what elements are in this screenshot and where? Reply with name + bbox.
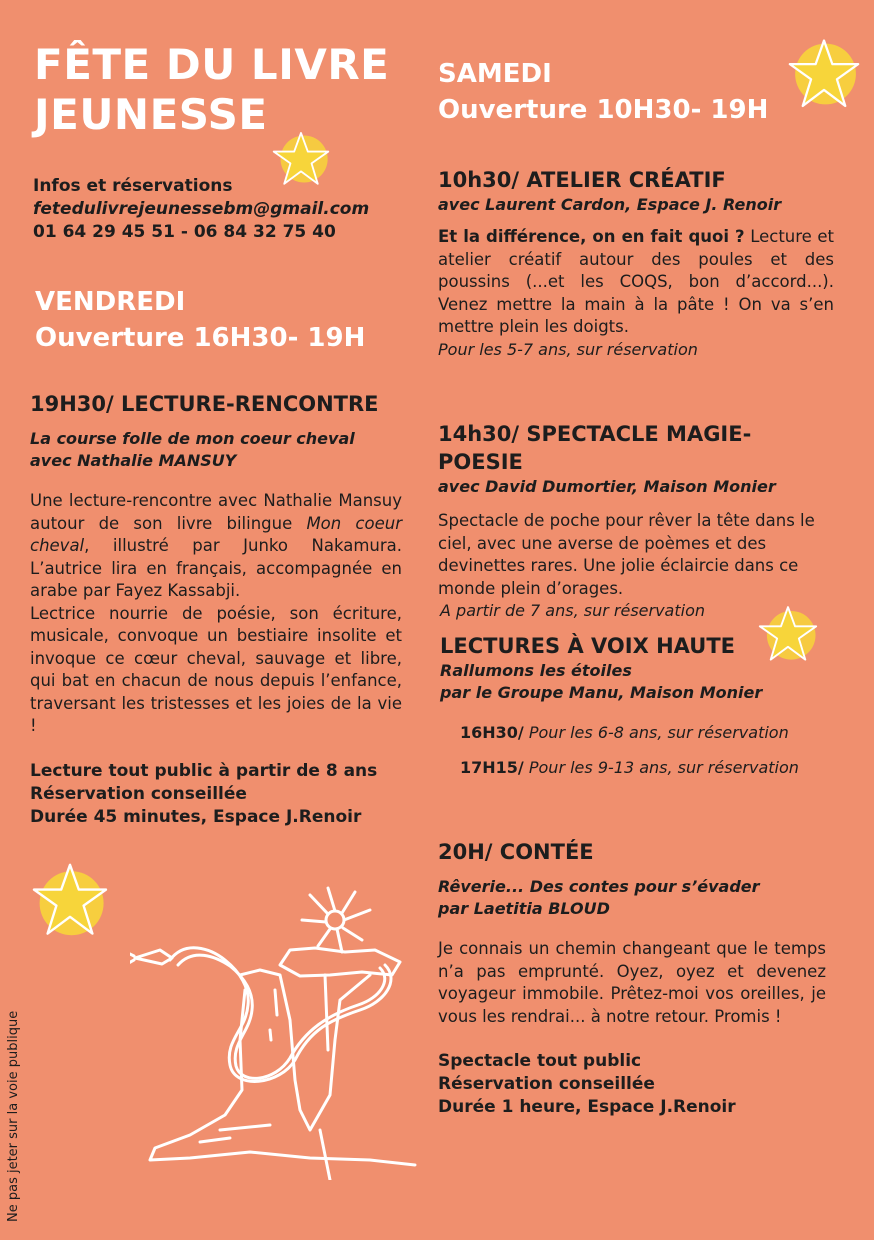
page-title: [34, 40, 389, 140]
infos-email[interactable]: fetedulivrejeunessebm@gmail.com: [33, 199, 370, 219]
event-info: Réservation conseillée: [30, 783, 247, 804]
contee-subtitle: Rêverie... Des contes pour s’évader: [438, 877, 760, 896]
event-subtitle: La course folle de mon coeur cheval: [30, 429, 355, 448]
title-line-1: FÊTE DU LIVRE: [34, 40, 390, 89]
event-info: Lecture tout public à partir de 8 ans: [30, 760, 378, 781]
event-author: avec Nathalie MANSUY: [30, 451, 237, 470]
lectures-subtitle: Rallumons les étoiles: [440, 661, 632, 680]
samedi-hours: Ouverture 10H30- 19H: [438, 95, 769, 125]
illustration-drawing: [130, 880, 420, 1180]
atelier-heading: 10h30/ ATELIER CRÉATIF: [438, 168, 726, 192]
samedi-day: SAMEDI: [438, 59, 552, 89]
title-line-2: JEUNESSE: [34, 90, 268, 139]
session-time: 16H30/: [460, 723, 524, 742]
vendredi-header: [35, 284, 365, 356]
star-icon: [786, 36, 862, 112]
infos-phones: 01 64 29 45 51 - 06 84 32 75 40: [33, 222, 336, 242]
spectacle-section: [438, 420, 834, 622]
samedi-header: [438, 56, 768, 128]
contee-info: Réservation conseillée: [438, 1074, 655, 1094]
event-heading: 19H30/ LECTURE-RENCONTRE: [30, 392, 379, 416]
contee-info: Durée 1 heure, Espace J.Renoir: [438, 1097, 736, 1117]
infos-label: Infos et réservations: [33, 176, 233, 196]
footer-vertical-text: Ne pas jeter sur la voie publique: [6, 1010, 21, 1222]
session-row: [440, 722, 836, 744]
session-time: 17H15/: [460, 758, 524, 777]
infos-block: [33, 175, 369, 244]
atelier-note: Pour les 5-7 ans, sur réservation: [438, 339, 698, 359]
session-audience: Pour les 9-13 ans, sur réservation: [528, 758, 799, 777]
spectacle-note: A partir de 7 ans, sur réservation: [440, 601, 705, 620]
atelier-section: [438, 166, 834, 361]
event-info: Durée 45 minutes, Espace J.Renoir: [30, 806, 362, 827]
session-audience: Pour les 6-8 ans, sur réservation: [528, 723, 789, 742]
vendredi-day: VENDREDI: [35, 287, 186, 317]
atelier-lead: Et la différence, on en fait quoi ?: [438, 227, 745, 246]
contee-heading: 20H/ CONTÉE: [438, 840, 594, 864]
event-description-2: Lectrice nourrie de poésie, son écriture, musicale, convoque un bestiaire insolite et invoque ce cœur cheval, sauvage et libre, qui bat en chacun de nous depuis l’enfance, traversant les tristesses et les joies de la vie !: [30, 603, 402, 735]
vendredi-hours: Ouverture 16H30- 19H: [35, 323, 366, 353]
lectures-group: par le Groupe Manu, Maison Monier: [440, 683, 763, 702]
contee-section: [438, 838, 826, 1119]
spectacle-description: Spectacle de poche pour rêver la tête dans le ciel, avec une averse de poèmes et des devinettes rares. Une jolie éclaircie dans ce monde plein d’orages.: [438, 511, 815, 598]
session-row: [440, 757, 836, 779]
spectacle-heading: 14h30/ SPECTACLE MAGIE-POESIE: [438, 422, 752, 474]
event-description: Une lecture-rencontre avec Nathalie Mansuy autour de son livre bilingue Mon coeur cheval, illustré par Junko Nakamura. L’autrice lira en français, accompagnée en arabe par Fayez Kassabji.: [30, 491, 402, 600]
contee-author: par Laetitia BLOUD: [438, 899, 610, 918]
atelier-description: Et la différence, on en fait quoi ? Lecture et atelier créatif autour des poules et des poussins (...et les COQS, bon d’accord...). Venez mettre la main à la pâte ! On va s’en mettre plein les doigts.: [438, 227, 834, 336]
lectures-section: [440, 632, 836, 779]
vendredi-event: [30, 390, 402, 829]
lectures-heading: LECTURES À VOIX HAUTE: [440, 634, 735, 658]
atelier-subtitle: avec Laurent Cardon, Espace J. Renoir: [438, 195, 782, 214]
spectacle-subtitle: avec David Dumortier, Maison Monier: [438, 477, 776, 496]
contee-description: Je connais un chemin changeant que le temps n’a pas emprunté. Oyez, oyez et devenez voyageur immobile. Prêtez-moi vos oreilles, je vous les rendrai... à notre retour. Promis !: [438, 939, 826, 1026]
star-icon: [30, 860, 110, 940]
contee-info: Spectacle tout public: [438, 1051, 642, 1071]
book-title: Mon coeur cheval: [30, 513, 402, 555]
